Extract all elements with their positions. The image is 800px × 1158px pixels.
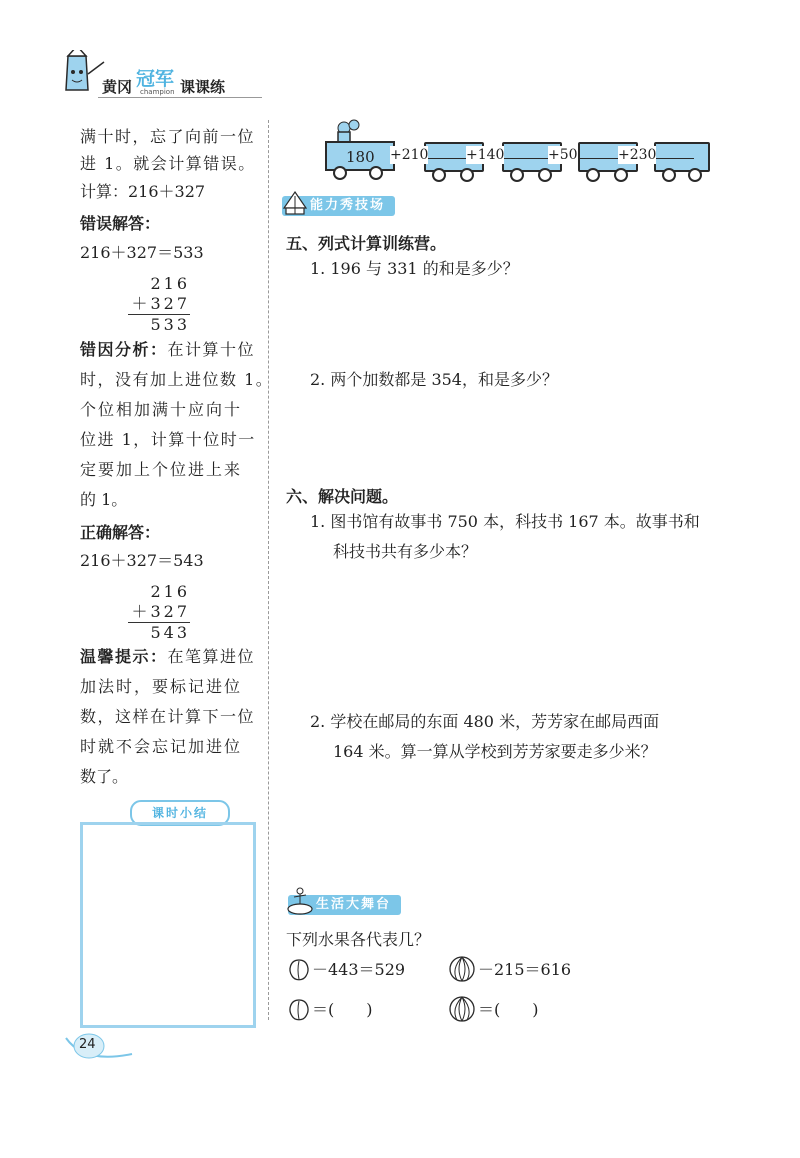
- right-addend-b: ＋327: [131, 602, 190, 621]
- reason-line-4: 位进 1，计算十位时一: [80, 430, 256, 449]
- q5-answer-area-2[interactable]: [310, 396, 730, 472]
- left-intro-1: 满十时，忘了向前一位: [80, 127, 256, 146]
- page-swoosh-icon: [64, 1030, 134, 1060]
- q6-title: 六、解决问题。: [286, 487, 399, 506]
- watermelon-answer-blank[interactable]: ＝( ): [478, 1000, 539, 1019]
- right-addend-a: 216: [150, 582, 190, 601]
- train-op-1: +210: [390, 147, 429, 163]
- page-number-badge: [64, 1030, 134, 1060]
- train-car-4: [654, 142, 710, 172]
- q5-title: 五、列式计算训练营。: [286, 234, 447, 253]
- peach-icon: [286, 996, 312, 1022]
- header-underline: [98, 97, 262, 98]
- q6-item-2-line-2: 164 米。算一算从学校到芳芳家要走多少米？: [333, 742, 657, 761]
- wheel: [432, 168, 446, 182]
- tip-line-4: 时就不会忘记加进位: [80, 737, 243, 756]
- section-life-title: 生活大舞台: [316, 897, 392, 912]
- fruit-equation-2: －215＝616: [478, 960, 572, 979]
- reason-line-5: 定要加上个位进上来: [80, 460, 243, 479]
- peach-answer-blank[interactable]: ＝( ): [312, 1000, 373, 1019]
- wrong-addend-a: 216: [150, 274, 190, 293]
- watermelon-icon: [448, 954, 476, 982]
- wrong-addend-b: ＋327: [131, 294, 190, 313]
- q6-answer-area-1[interactable]: [310, 570, 730, 700]
- right-result: 543: [128, 622, 190, 643]
- q6-item-1-line-2: 科技书共有多少本？: [333, 542, 478, 561]
- train-op-4: +230: [618, 147, 657, 163]
- right-answer-title: 正确解答：: [80, 523, 161, 542]
- wrong-equation: 216＋327＝533: [80, 243, 204, 262]
- train-op-2: +140: [466, 147, 505, 163]
- brand-name-c: 课课练: [180, 78, 226, 96]
- summary-box[interactable]: [80, 822, 256, 1028]
- brand-name-b: 冠军: [136, 68, 175, 90]
- tent-icon: [282, 190, 308, 216]
- wheel: [614, 168, 628, 182]
- wrong-result: 533: [128, 314, 190, 335]
- calc-line: 计算：216＋327: [80, 182, 206, 201]
- wrong-answer-title: 错误解答：: [80, 214, 161, 233]
- reason-line-3: 个位相加满十应向十: [80, 400, 243, 419]
- wheel: [688, 168, 702, 182]
- q5-item-1: 1. 196 与 331 的和是多少？: [310, 259, 519, 278]
- q5-item-2: 2. 两个加数都是 354，和是多少？: [310, 370, 558, 389]
- tip-line-2: 加法时，要标记进位: [80, 677, 243, 696]
- section-life-badge: [288, 895, 401, 915]
- brand-sub: champion: [140, 88, 175, 96]
- reason-line-1: [80, 338, 255, 362]
- brand-name-a: 黄冈: [102, 78, 133, 96]
- wheel: [662, 168, 676, 182]
- header-logo: [52, 50, 262, 100]
- summary-title: 课时小结: [151, 806, 208, 820]
- tip-title: 温馨提示：: [80, 647, 168, 666]
- right-vertical-calc: [128, 582, 190, 643]
- train-op-3: +50: [548, 147, 578, 163]
- tip-line-5: 数了。: [80, 767, 129, 786]
- left-intro-2: 进 1。就会计算错误。: [80, 154, 256, 173]
- reason-text-1: 在计算十位: [167, 340, 256, 359]
- section-ability-badge: [282, 196, 395, 216]
- column-divider: [268, 120, 269, 1020]
- wrong-vertical-calc: [128, 274, 190, 335]
- q5-answer-area-1[interactable]: [310, 284, 730, 360]
- train-diagram: [320, 118, 710, 182]
- stage-dancer-icon: [286, 885, 314, 915]
- wheel: [460, 168, 474, 182]
- reason-line-6: 的 1。: [80, 490, 128, 509]
- fruit-prompt: 下列水果各代表几？: [286, 930, 431, 949]
- tip-line-1: [80, 645, 255, 669]
- q6-answer-area-2[interactable]: [310, 770, 730, 880]
- pencil-mascot-icon: [58, 50, 108, 100]
- tip-text-1: 在笔算进位: [167, 647, 256, 666]
- wheel: [510, 168, 524, 182]
- watermelon-icon: [448, 994, 476, 1022]
- reason-line-2: 时，没有加上进位数 1。: [80, 370, 274, 389]
- peach-icon: [286, 956, 312, 982]
- section-ability-title: 能力秀技场: [310, 198, 386, 213]
- wheel: [538, 168, 552, 182]
- q6-item-1-line-1: 1. 图书馆有故事书 750 本，科技书 167 本。故事书和: [310, 512, 700, 531]
- right-equation: 216＋327＝543: [80, 551, 204, 570]
- wheel: [586, 168, 600, 182]
- q6-item-2-line-1: 2. 学校在邮局的东面 480 米，芳芳家在邮局西面: [310, 712, 660, 731]
- tip-line-3: 数，这样在计算下一位: [80, 707, 256, 726]
- page-number: 24: [79, 1037, 96, 1052]
- fruit-equation-1: －443＝529: [312, 960, 406, 979]
- reason-title: 错因分析：: [80, 340, 168, 359]
- train-start-value: 180: [346, 148, 375, 166]
